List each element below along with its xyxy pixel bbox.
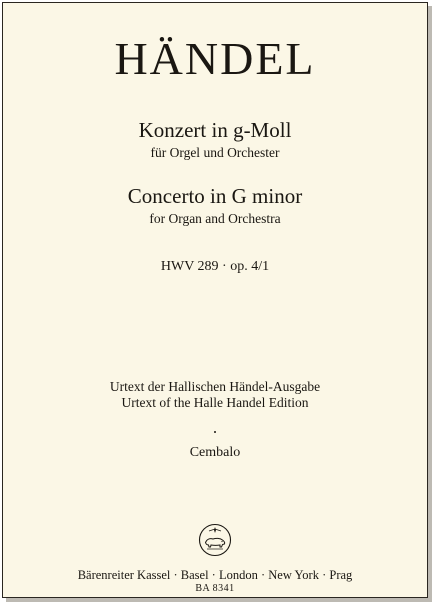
- catalog-number: BA 8341: [195, 583, 235, 594]
- publisher-cities: Bärenreiter Kassel · Basel · London · New York · Prag: [77, 568, 353, 582]
- baerenreiter-bear-seal-icon: [198, 523, 232, 557]
- edition-note-german: Urtext der Hallischen Händel-Ausgabe: [109, 379, 321, 394]
- score-cover: [2, 2, 428, 598]
- separator-dot: [214, 431, 216, 433]
- subtitle-german: für Orgel und Orchester: [150, 145, 280, 160]
- title-english: Concerto in G minor: [127, 184, 303, 208]
- catalog-designation: HWV 289 · op. 4/1: [160, 259, 270, 274]
- subtitle-english: for Organ and Orchestra: [149, 211, 281, 226]
- edition-note-english: Urtext of the Halle Handel Edition: [121, 395, 309, 410]
- title-german: Konzert in g-Moll: [138, 118, 292, 142]
- instrument-part: Cembalo: [189, 445, 241, 460]
- composer-name: HÄNDEL: [114, 33, 316, 84]
